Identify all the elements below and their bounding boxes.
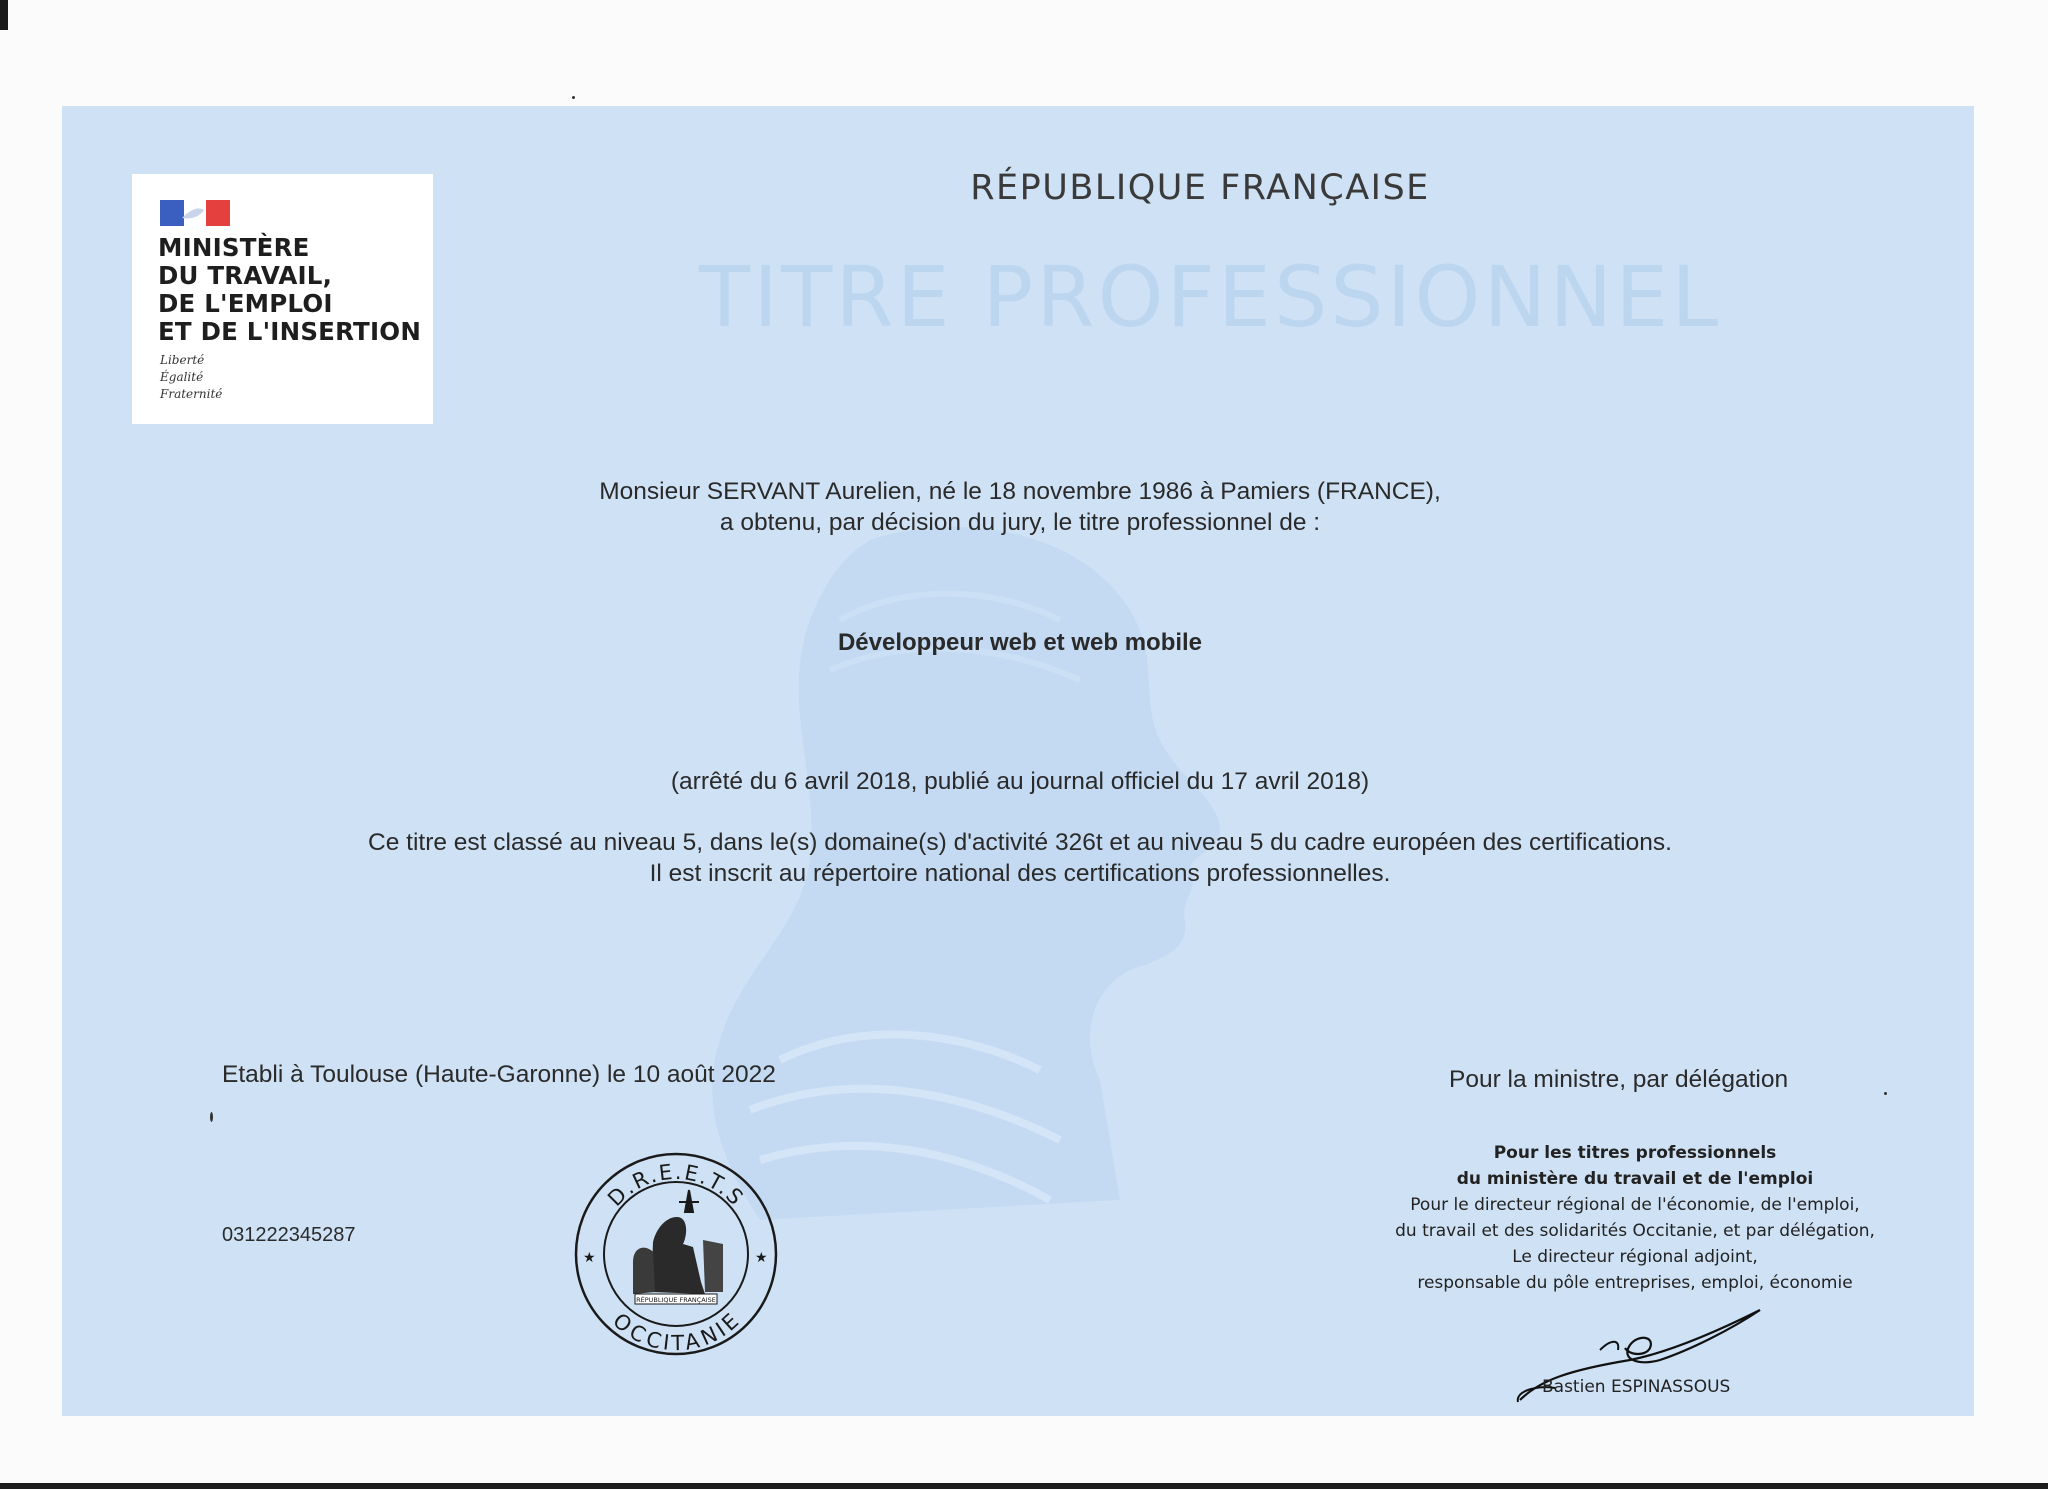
svg-text:RÉPUBLIQUE FRANÇAISE: RÉPUBLIQUE FRANÇAISE (636, 1296, 716, 1304)
ministry-logo (132, 174, 433, 424)
republic-motto: Liberté Égalité Fraternité (160, 353, 223, 401)
marianne-flag-icon (160, 200, 230, 226)
republique-francaise-heading: RÉPUBLIQUE FRANÇAISE (970, 168, 1430, 208)
holder-statement: Monsieur SERVANT Aurelien, né le 18 novembre 1986 à Pamiers (FRANCE), a obtenu, par décision du jury, le titre professionnel de : (599, 478, 1441, 536)
titre-professionnel-heading: TITRE PROFESSIONNEL (698, 248, 1722, 346)
svg-text:★: ★ (583, 1249, 596, 1265)
level-statement: Ce titre est classé au niveau 5, dans le(s) domaine(s) d'activité 326t et au niveau 5 du cadre européen des certifications. Il est inscrit au répertoire national des certifications professionnelles. (368, 829, 1672, 887)
scan-edge-bottom (0, 1483, 2048, 1489)
certificate-number: 031222345287 (222, 1224, 356, 1246)
signer-name: Bastien ESPINASSOUS (1542, 1377, 1731, 1397)
certified-title: Développeur web et web mobile (837, 629, 1203, 656)
svg-text:D.R.E.E.T.S: D.R.E.E.T.S (603, 1159, 750, 1211)
scan-speck (1884, 1092, 1887, 1095)
svg-text:OCCITANIE: OCCITANIE (608, 1308, 744, 1356)
svg-text:★: ★ (755, 1249, 768, 1265)
signatory-block: Pour les titres professionnels du ministère du travail et de l'emploi Pour le directeur régional de l'économie, de l'emploi, du travail et des solidarités Occitanie, et par délégation, Le directeur régional adjoint, responsable du pôle entreprises, emploi, économie (1395, 1143, 1875, 1293)
scan-speck (210, 1112, 213, 1122)
delegation-line: Pour la ministre, par délégation (1449, 1066, 1789, 1093)
issue-place-date: Etabli à Toulouse (Haute-Garonne) le 10 août 2022 (222, 1061, 776, 1088)
scan-speck (572, 96, 575, 99)
ministry-name: MINISTÈRE DU TRAVAIL, DE L'EMPLOI ET DE L'INSERTION (158, 233, 422, 346)
scan-edge (0, 0, 8, 30)
decree-reference: (arrêté du 6 avril 2018, publié au journal officiel du 17 avril 2018) (670, 768, 1370, 795)
dreets-stamp-icon (573, 1152, 779, 1356)
